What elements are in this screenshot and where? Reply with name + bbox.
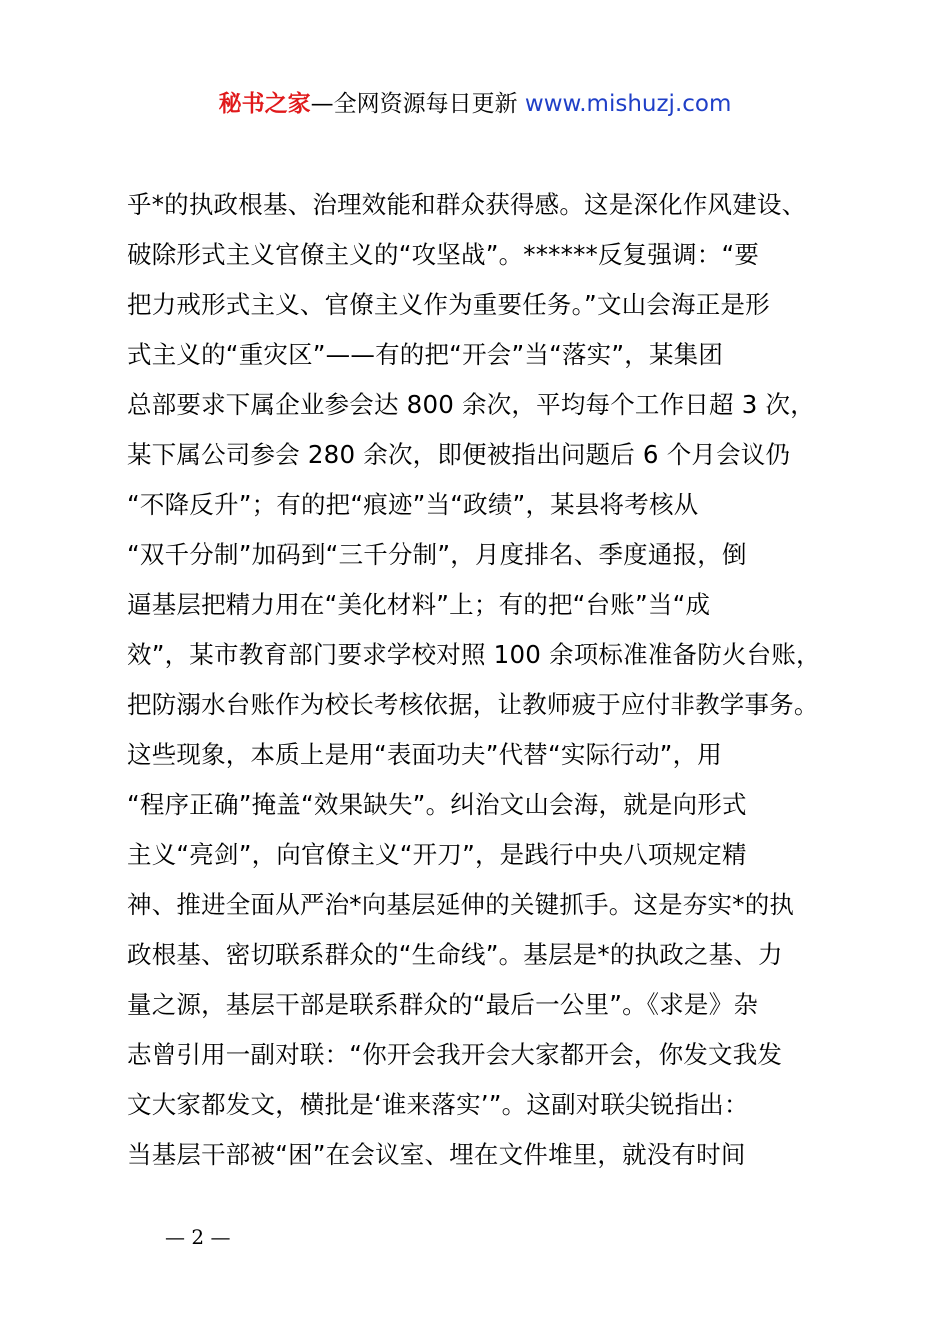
body-line: 把力戒形式主义、官僚主义作为重要任务。”文山会海正是形 — [127, 290, 770, 319]
body-line: “不降反升”；有的把“痕迹”当“政绩”，某县将考核从 — [127, 490, 699, 519]
banner-tagline: —全网资源每日更新 — [310, 91, 518, 117]
body-line: “双千分制”加码到“三千分制”，月度排名、季度通报，倒 — [127, 540, 747, 569]
body-line: 式主义的“重灾区”——有的把“开会”当“落实”，某集团 — [127, 340, 724, 369]
body-line: 总部要求下属企业参会达 800 余次，平均每个工作日超 3 次， — [127, 390, 815, 419]
body-line: 文大家都发文，横批是‘谁来落实’”。这副对联尖锐指出： — [127, 1090, 749, 1119]
brand-name: 秘书之家 — [218, 91, 311, 117]
site-banner — [0, 86, 950, 122]
body-line: 把防溺水台账作为校长考核依据，让教师疲于应付非教学事务。 — [127, 690, 819, 719]
body-line: 这些现象，本质上是用“表面功夫”代替“实际行动”，用 — [127, 740, 722, 769]
body-line: 主义“亮剑”，向官僚主义“开刀”，是践行中央八项规定精 — [127, 840, 747, 869]
body-line: 乎*的执政根基、治理效能和群众获得感。这是深化作风建设、 — [127, 190, 807, 219]
body-line: 某下属公司参会 280 余次，即便被指出问题后 6 个月会议仍 — [127, 440, 791, 469]
page-number: — 2 — — [165, 1225, 231, 1249]
body-line: 当基层干部被“困”在会议室、埋在文件堆里，就没有时间 — [127, 1140, 746, 1169]
body-line: “程序正确”掩盖“效果缺失”。纠治文山会海，就是向形式 — [127, 790, 747, 819]
body-line: 破除形式主义官僚主义的“攻坚战”。******反复强调：“要 — [127, 240, 760, 269]
document-body — [127, 180, 857, 1180]
body-line: 志曾引用一副对联：“你开会我开会大家都开会，你发文我发 — [127, 1040, 783, 1069]
site-url-link[interactable]: www.mishuzj.com — [524, 91, 732, 117]
body-line: 神、推进全面从严治*向基层延伸的关键抓手。这是夯实*的执 — [127, 890, 795, 919]
body-line: 政根基、密切联系群众的“生命线”。基层是*的执政之基、力 — [127, 940, 783, 969]
body-line: 效”，某市教育部门要求学校对照 100 余项标准准备防火台账， — [127, 640, 821, 669]
body-line: 逼基层把精力用在“美化材料”上；有的把“台账”当“成 — [127, 590, 711, 619]
body-line: 量之源，基层干部是联系群众的“最后一公里”。《求是》杂 — [127, 990, 759, 1019]
